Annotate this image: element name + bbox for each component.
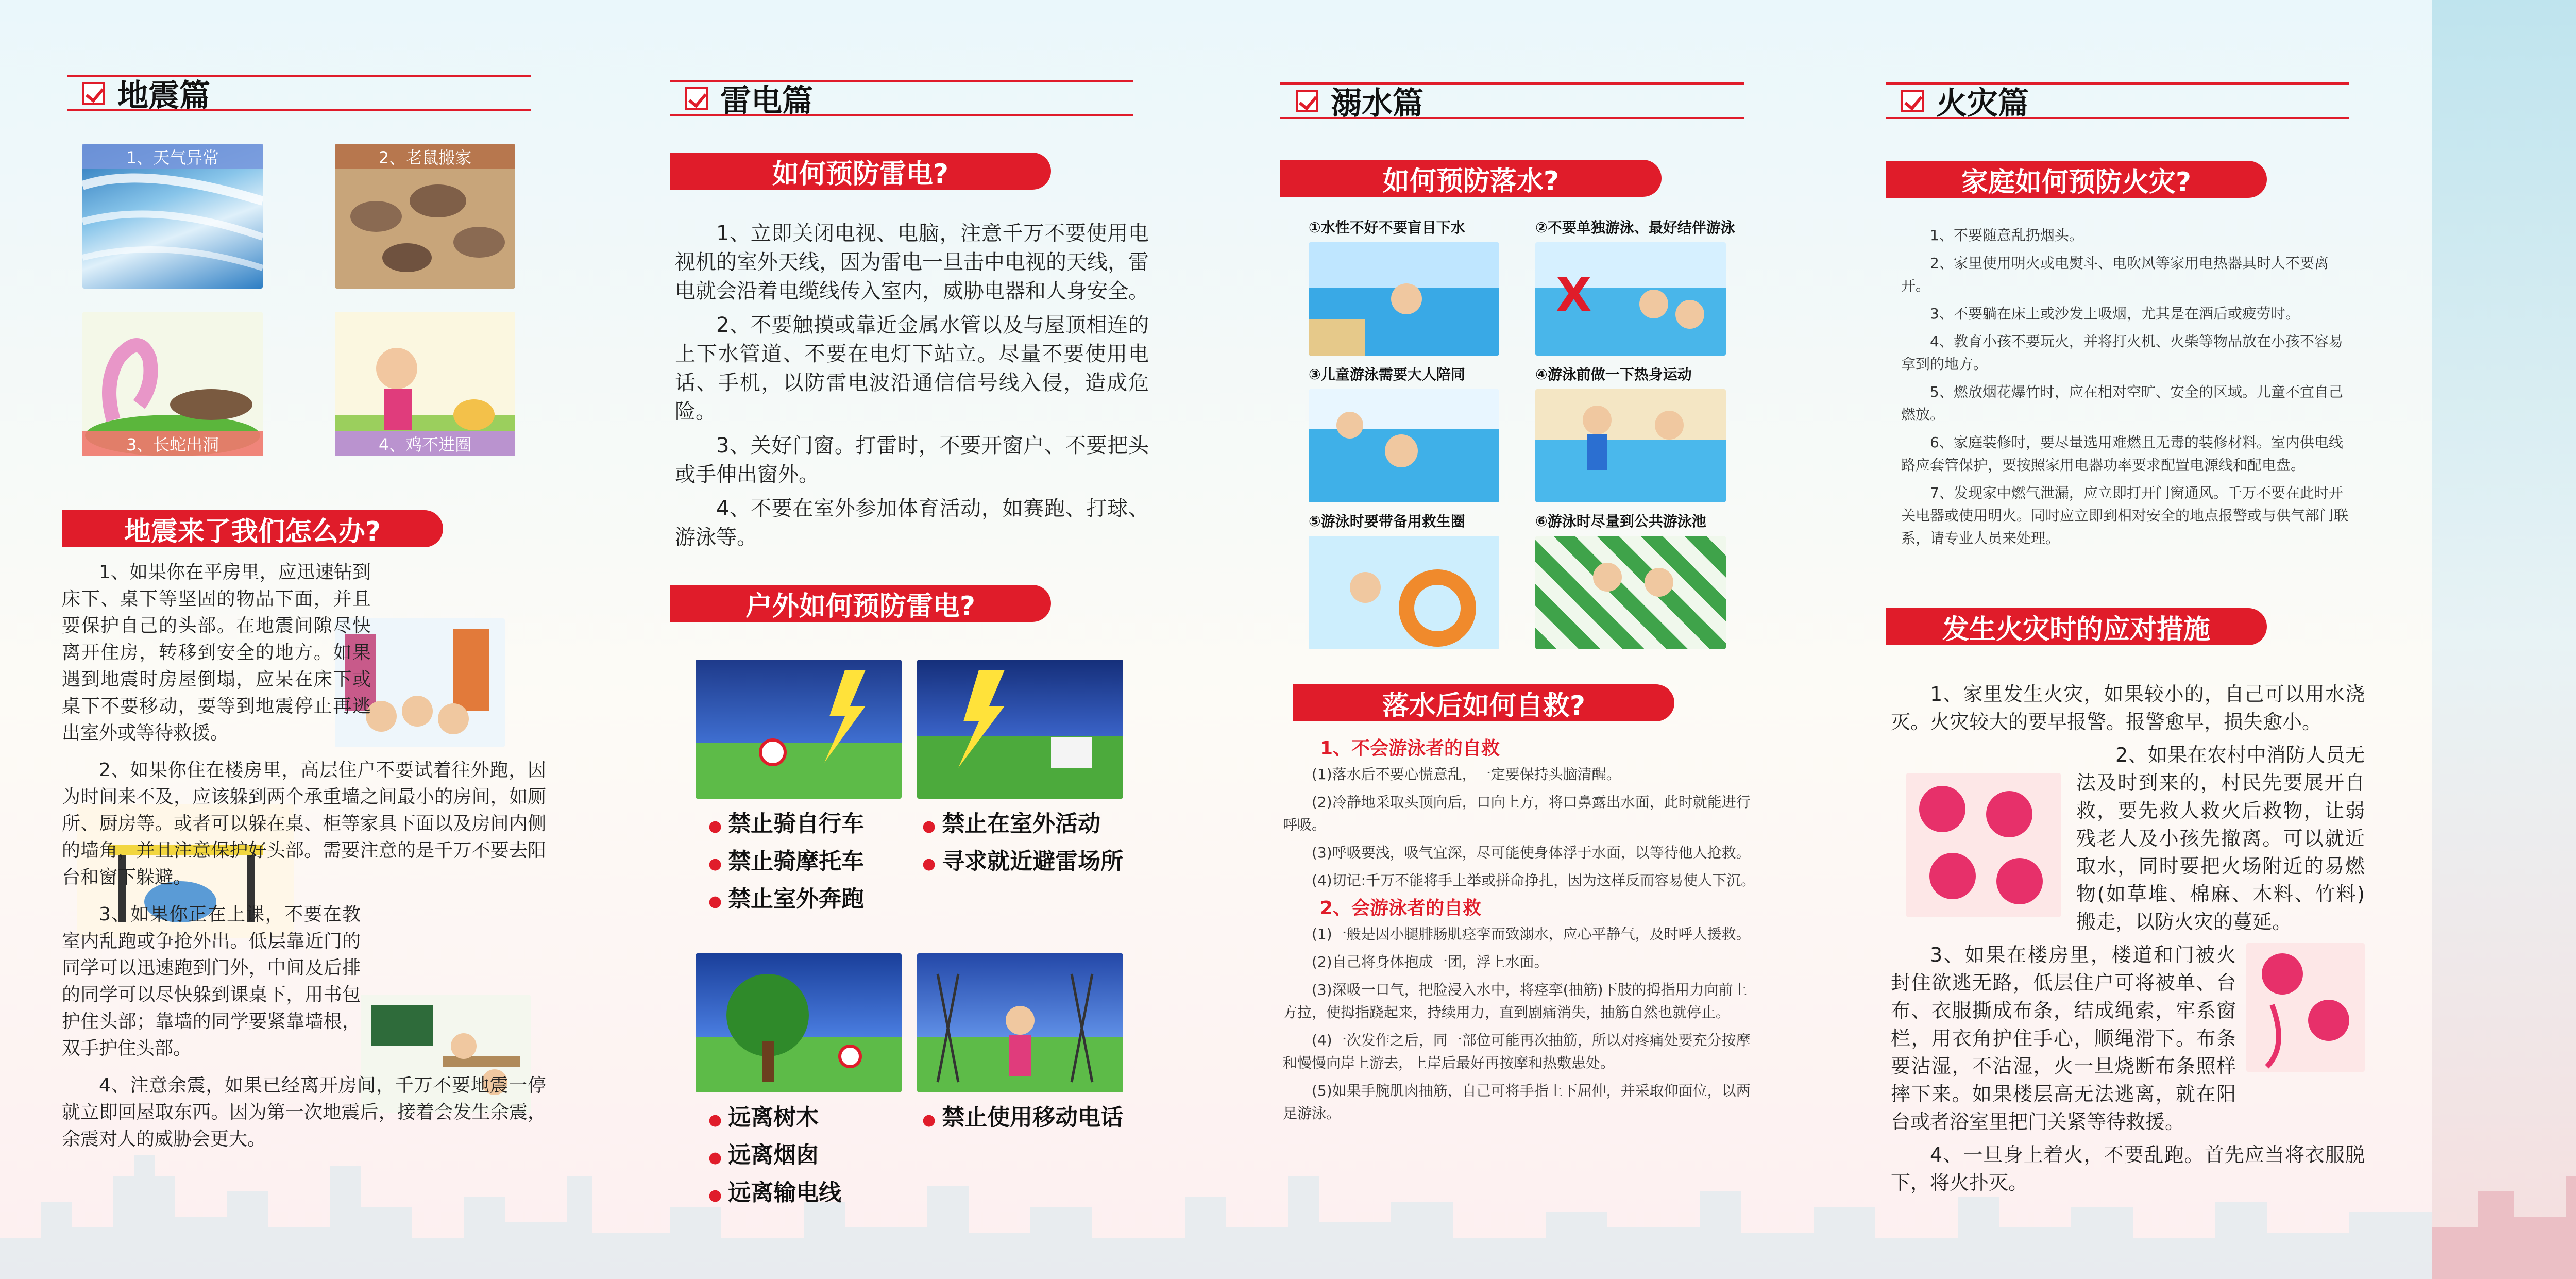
storm-bike-image bbox=[696, 660, 902, 799]
outdoor-rule: ● 禁止骑自行车 bbox=[708, 806, 864, 844]
swimmer-subheading: 2、会游泳者的自救 bbox=[1320, 898, 1482, 919]
selfrescue-item: (5)如果手腕肌肉抽筋，自己可将手指上下屈伸，并采取仰面位，以两足游泳。 bbox=[1283, 1082, 1751, 1122]
non-swimmer-subheading: 1、不会游泳者的自救 bbox=[1320, 738, 1500, 759]
lightning-outdoor-heading: 户外如何预防雷电? bbox=[670, 585, 1051, 622]
fire-section-header bbox=[1886, 82, 2349, 122]
lightning-section-header bbox=[670, 80, 1133, 119]
lightning-paragraph-1: 1、立即关闭电视、电脑，注意千万不要使用电视机的室外天线，因为雷电一旦击中电视的天线，雷电就会沿着电缆线传入室内，威胁电器和人身安全。 bbox=[675, 222, 1149, 303]
earthquake-text bbox=[62, 559, 546, 1158]
tree-lightning-image bbox=[696, 953, 902, 1092]
swim-tip-label: ②不要单独游泳、最好结伴游泳 bbox=[1535, 219, 1735, 236]
outdoor-rule: ● 禁止室外奔跑 bbox=[708, 882, 864, 919]
selfrescue-item: (2)自己将身体抱成一团，浮上水面。 bbox=[1312, 953, 1549, 970]
checkbox-icon bbox=[1901, 90, 1924, 112]
drowning-section-title: 溺水篇 bbox=[1331, 85, 1423, 122]
checkbox-icon bbox=[685, 87, 708, 110]
fire-prevent-item: 4、教育小孩不要玩火，并将打火机、火柴等物品放在小孩不容易拿到的地方。 bbox=[1901, 333, 2343, 373]
swim-tip-label: ⑤游泳时要带备用救生圈 bbox=[1309, 513, 1465, 530]
earthquake-paragraph-4: 4、注意余震，如果已经离开房间，千万不要地震一停就立即回屋取东西。因为第一次地震后，接着会发生余震，余震对人的威胁会更大。 bbox=[62, 1075, 546, 1150]
swim-tip-label: ③儿童游泳需要大人陪同 bbox=[1309, 366, 1465, 383]
fire-prevent-item: 6、家庭装修时，要尽量选用难燃且无毒的装修材料。室内供电线路应套管保护，要按照家用电器功率要求配置电源线和配电盘。 bbox=[1901, 434, 2343, 474]
selfrescue-item: (1)一般是因小腿腓肠肌痉挛而致溺水，应心平静气，及时呼人援救。 bbox=[1312, 925, 1751, 943]
earthquake-section-header bbox=[67, 75, 531, 114]
fire-prevent-item: 5、燃放烟花爆竹时，应在相对空旷、安全的区域。儿童不宜自己燃放。 bbox=[1901, 383, 2343, 423]
drowning-selfrescue-heading: 落水后如何自救? bbox=[1293, 684, 1674, 721]
fire-response-item: 3、如果在楼房里，楼道和门被火封住欲逃无路，低层住户可将被单、台布、衣服撕成布条，结成绳索，牢系窗栏，用衣角护住手心，顺绳滑下。布条要沾湿，不沾湿，火一旦烧断布条照样摔下来。如果楼层高无法逃离，就在阳台或者浴室里把门关紧等待救援。 bbox=[1891, 944, 2236, 1133]
earthquake-heading: 地震来了我们怎么办? bbox=[62, 510, 443, 547]
fire-prevent-item: 1、不要随意乱扔烟头。 bbox=[1930, 227, 2083, 244]
lightning-indoor-heading: 如何预防雷电? bbox=[670, 153, 1051, 190]
fire-response-item: 4、一旦身上着火，不要乱跑。首先应当将衣服脱下，将火扑灭。 bbox=[1891, 1143, 2365, 1194]
swim-image-5 bbox=[1309, 536, 1499, 649]
lightning-text bbox=[675, 219, 1149, 557]
swim-tip-label: ①水性不好不要盲目下水 bbox=[1309, 219, 1465, 236]
lightning-bolt-graphic-2 bbox=[917, 660, 1123, 799]
fire-response-item: 2、如果在农村中消防人员无法及时到来的，村民先要展开自救，要先救人救火后救物，让弱残老人及小孩先撤离。可以就近取水，同时要把火场附近的易燃物(如草堆、棉麻、木料、竹料)搬走，以防火灾的蔓延。 bbox=[2076, 744, 2365, 933]
swim-image-4 bbox=[1535, 389, 1726, 502]
drowning-section-header bbox=[1280, 82, 1744, 122]
lifebuoy-graphic bbox=[1309, 536, 1499, 649]
selfrescue-item: (4)一次发作之后，同一部位可能再次抽筋，所以对疼痛处要充分按摩和慢慢向岸上游去，上岸后最好再按摩和热敷患处。 bbox=[1283, 1032, 1751, 1071]
lightning-paragraph-3: 3、关好门窗。打雷时，不要开窗户、不要把头或手伸出窗外。 bbox=[675, 434, 1149, 486]
swim-image-1 bbox=[1309, 242, 1499, 356]
checkbox-icon bbox=[1296, 90, 1318, 112]
cross-mark-icon: X bbox=[1556, 268, 1592, 322]
earthquake-paragraph-2: 2、如果你住在楼房里，高层住户不要试着往外跑，因为时间来不及，应该躲到两个承重墙之间最小的房间，如厕所、厨房等。或者可以躲在桌、柜等家具下面以及房间内侧的墙角，并且注意保护好头部。需要注意的是千万不要去阳台和窗下躲避。 bbox=[62, 760, 546, 888]
selfrescue-item: (1)落水后不要心慌意乱，一定要保持头脑清醒。 bbox=[1312, 766, 1621, 783]
outdoor-rule: ● 禁止骑摩托车 bbox=[708, 844, 864, 882]
fire-prevent-item: 2、家里使用明火或电熨斗、电吹风等家用电热器具时人不要离开。 bbox=[1901, 255, 2329, 294]
child-adult-graphic bbox=[1309, 389, 1499, 502]
earthquake-paragraph-3: 3、如果你正在上课，不要在教室内乱跑或争抢外出。低层靠近门的同学可以迅速跑到门外，中间及后排的同学可以尽快躲到课桌下，用书包护住头部；靠墙的同学要紧靠墙根，双手护住头部。 bbox=[62, 904, 361, 1059]
swimmer-graphic bbox=[1309, 242, 1499, 356]
outdoor-rule: ● 禁止使用移动电话 bbox=[922, 1100, 1123, 1138]
drowning-prevent-heading: 如何预防落水? bbox=[1280, 160, 1662, 197]
outdoor-rule: ● 远离输电线 bbox=[708, 1175, 841, 1213]
cover-panel bbox=[2432, 0, 2576, 1279]
outdoor-group1-left bbox=[708, 806, 864, 919]
selfrescue-item: (3)呼吸要浅，吸气宜深，尽可能使身体浮于水面，以等待他人抢救。 bbox=[1312, 844, 1751, 861]
outdoor-rule: ● 禁止在室外活动 bbox=[922, 806, 1123, 844]
checkbox-icon bbox=[82, 82, 105, 105]
outdoor-rule: ● 远离烟囱 bbox=[708, 1138, 841, 1175]
sign-caption-3: 3、长蛇出洞 bbox=[82, 431, 263, 456]
fire-response-heading: 发生火灾时的应对措施 bbox=[1886, 608, 2267, 645]
swim-image-6 bbox=[1535, 536, 1726, 649]
city-skyline-silhouette bbox=[0, 1073, 2432, 1279]
outdoor-rule: ● 寻求就近避雷场所 bbox=[922, 844, 1123, 882]
tree-graphic bbox=[696, 953, 902, 1092]
pool-graphic bbox=[1535, 536, 1726, 649]
fire-prevent-heading: 家庭如何预防火灾? bbox=[1886, 161, 2267, 198]
swim-tip-label: ④游泳前做一下热身运动 bbox=[1535, 366, 1692, 383]
swim-image-2 bbox=[1535, 242, 1726, 356]
powerline-graphic bbox=[917, 953, 1123, 1092]
lightning-bolt-graphic bbox=[696, 660, 902, 799]
lightning-paragraph-2: 2、不要触摸或靠近金属水管以及与屋顶相连的上下水管道、不要在电灯下站立。尽量不要使用电话、手机，以防雷电波沿通信信号线入侵，造成危险。 bbox=[675, 313, 1149, 424]
fire-prevent-item: 7、发现家中燃气泄漏，应立即打开门窗通风。千万不要在此时开关电器或使用明火。同时应立即到相对安全的地点报警或与供气部门联系，请专业人员来处理。 bbox=[1901, 484, 2349, 547]
selfrescue-item: (3)深吸一口气，把脸浸入水中，将痉挛(抽筋)下肢的拇指用力向前上方拉，使拇指跷起来，持续用力，直到剧痛消失，抽筋自然也就停止。 bbox=[1283, 981, 1748, 1021]
selfrescue-item: (4)切记:千万不能将手上举或拼命挣扎，因为这样反而容易使人下沉。 bbox=[1312, 872, 1756, 889]
fire-prevent-item: 3、不要躺在床上或沙发上吸烟，尤其是在酒后或疲劳时。 bbox=[1930, 305, 2300, 322]
warmup-graphic bbox=[1535, 389, 1726, 502]
earthquake-paragraph-1: 1、如果你在平房里，应迅速钻到床下、桌下等坚固的物品下面，并且要保护自己的头部。在地震间隙尽快离开住房，转移到安全的地方。如果遇到地震时房屋倒塌，应呆在床下或桌下不要移动，要等到地震停止再逃出室外或等待救援。 bbox=[62, 562, 371, 744]
lightning-paragraph-4: 4、不要在室外参加体育活动，如赛跑、打球、游泳等。 bbox=[675, 497, 1149, 549]
powerline-image bbox=[917, 953, 1123, 1092]
selfrescue-text bbox=[1283, 734, 1757, 1130]
fire-prevent-text bbox=[1901, 224, 2354, 555]
cover-skyline bbox=[2432, 1021, 2576, 1279]
swim-image-3 bbox=[1309, 389, 1499, 502]
swimmers-graphic bbox=[1535, 242, 1726, 356]
sign-caption-2: 2、老鼠搬家 bbox=[335, 144, 515, 169]
selfrescue-item: (2)冷静地采取头顶向后，口向上方，将口鼻露出水面，此时就能进行呼吸。 bbox=[1283, 794, 1751, 833]
sign-caption-1: 1、天气异常 bbox=[82, 144, 263, 169]
fire-response-item: 1、家里发生火灾，如果较小的，自己可以用水浇灭。火灾较大的要早报警。报警愈早，损失愈小。 bbox=[1891, 683, 2365, 733]
outdoor-group1-right bbox=[922, 806, 1123, 882]
lightning-section-title: 雷电篇 bbox=[720, 82, 813, 119]
earthquake-section-title: 地震篇 bbox=[117, 77, 210, 114]
swim-tip-label: ⑥游泳时尽量到公共游泳池 bbox=[1535, 513, 1706, 530]
outdoor-rule: ● 远离树木 bbox=[708, 1100, 841, 1138]
fire-section-title: 火灾篇 bbox=[1936, 85, 2029, 122]
storm-mountain-image bbox=[917, 660, 1123, 799]
sign-caption-4: 4、鸡不进圈 bbox=[335, 431, 515, 456]
